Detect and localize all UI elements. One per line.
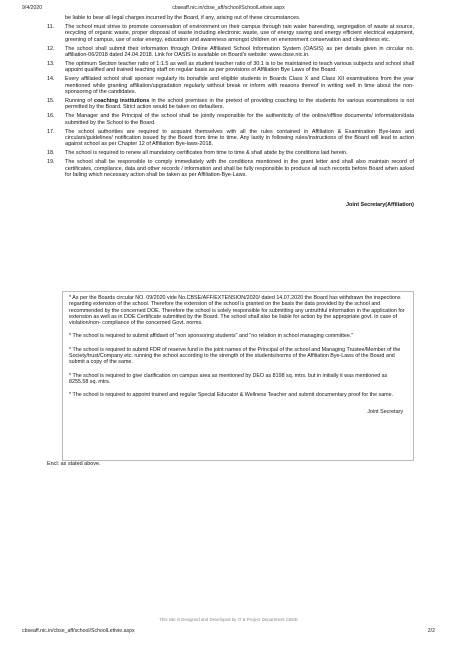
condition-text: [65, 98, 414, 111]
condition-item: [47, 159, 414, 178]
print-header-url: cbseaff.nic.in/cbse_aff/school/SchoolLettvie.aspx: [172, 5, 285, 11]
condition-number: 13.: [47, 60, 55, 67]
condition-text: [65, 159, 414, 178]
footer-url: cbseaff.nic.in/cbse_aff/school/SchoolLettvie.aspx: [22, 628, 135, 634]
condition-text: [65, 150, 414, 156]
condition-number: 16.: [47, 113, 55, 120]
condition-item: [47, 98, 414, 111]
condition-text: [65, 76, 414, 95]
condition-item: [47, 129, 414, 148]
note-paragraph: * As per the Boards circular NO. 09/2020 vide No.CBSE/AFF/EXTENSION/2020/ dated 14.07.2020 the Board has withdrawn the inspections regarding extension of the school. Therefore the extension of the school is granted on the basis the data provided by the school and recommended by the concerned DOE. Therefore the school is solely responsible for submitting any untruthful information in the application for extension as well as in DOE Certificate submitted by the Board. The school shall also be liable for action by the appropriate govt. in case of violation/non- compliance of the concerned Govt. norms.: [69, 295, 405, 327]
condition-text-run: The school must strive to promote conservation of environment on their campus through rain water harvesting, segregation of waste at source, recycling of organic waste, proper disposal of waste including electronic waste, use of energy saving and energy efficient electrical equipment, greening of campus, use of solar energy, education and awareness amongst children on environment conservation and cleanliness etc.: [65, 23, 414, 43]
condition-number: 18.: [47, 150, 55, 157]
conditions-list: [47, 24, 414, 179]
condition-item: [47, 113, 414, 126]
note-paragraph: * The school is required to appoint trained and regular Special Educator & Wellness Teacher and submit documentary proof for the same.: [69, 392, 394, 399]
box-signatory: Joint Secretary: [367, 408, 403, 415]
condition-number: 17.: [47, 128, 55, 135]
note-paragraph: * The school is required to give clarification on campus area as mentioned by DEO as 8198 sq. mtrs. but in initially it was mentioned as 8255.58 sq. mtrs.: [69, 372, 388, 385]
condition-text: [65, 113, 414, 126]
condition-text-run: The school shall submit their information through Online Affiliated School Information System (OASIS) as per details given in circular no. affiliation-06/2018 dated 24.04.2018. Link for OASIS is available on Board’s website: www.cbse.nic.in.: [65, 45, 414, 59]
condition-item: [47, 76, 414, 95]
signatory: Joint Secretary(Affiliation): [346, 202, 414, 209]
enclosure-note: Encl: as stated above.: [47, 461, 101, 467]
condition-text: [65, 129, 414, 148]
notes-list: [69, 295, 407, 399]
note-paragraph: * The school is required to submit FDR of reserve fund in the joint names of the Principal of the school and Managing Trustee/Member of the Society/trust/Company etc. running the school according to the strength of the students/norms of the Affiliation Bye-Laws of the Board and submit a copy of the same.: [69, 346, 401, 366]
condition-item: [47, 150, 414, 156]
condition-item: [47, 46, 414, 59]
letter-body: [47, 15, 414, 209]
lead-paragraph: be liable to bear all legal charges incurred by the Board, if any, arising out of these circumstances.: [65, 15, 301, 21]
condition-text-bold: coaching institutions: [94, 97, 150, 104]
condition-text: [65, 24, 414, 43]
page-number: 2/2: [427, 628, 435, 634]
condition-text-run: The optimum Section teacher ratio of 1:1.5 as well as student teacher ratio of 30:1 is to be maintained to teach various subjects and school shall appoint qualified and trained teaching staff on regular basis as per provisions of Affiliation Bye Laws of the Board.: [65, 60, 414, 74]
condition-text-run: Every affiliated school shall sponsor regularly its bonafide and eligible students in Boards Class X and Class XII examinations from the year mentioned while granting affiliation/upgradation regularly without break or inform with reasons thereof in writing well in time about the non-sponsoring of the candidates.: [65, 76, 414, 96]
condition-text-run: Running of: [65, 97, 95, 104]
condition-number: 14.: [47, 76, 55, 83]
condition-item: [47, 24, 414, 43]
print-date: 9/4/2020: [22, 5, 43, 11]
condition-text-run: in the school premises in the pretext of providing coaching to the students for various examinations is not permitted by the Board. Strict action would be taken on defaulters.: [65, 97, 414, 111]
footer-credit: This site is Designed and Developed by IT & Project Department CBSE: [159, 617, 298, 622]
condition-number: 15.: [47, 97, 55, 104]
condition-number: 12.: [47, 45, 55, 52]
condition-text-run: The school authorities are required to acquaint themselves with all the rules contained in Affiliation & Examination Bye-laws and circulars/guidelines/ notification issued by the Board from time to time. Any laxity in following rules/instructions of the Board will lead to action against school as per Chapter 12 of Affiliation Bye-laws-2018.: [65, 128, 414, 148]
condition-text: [65, 46, 414, 59]
note-paragraph: * The school is required to submit affidavit of "non sponsoring students" and "no relation in school managing committee.": [69, 333, 354, 340]
condition-number: 11.: [47, 23, 55, 30]
notes-box: [62, 291, 414, 461]
condition-text-run: The Manager and the Principal of the school shall be jointly responsible for the authenticity of the online/offline documents/ information/data submitted by the School to the Board.: [65, 113, 414, 126]
condition-text-run: The school shall be responsible to comply immediately with the conditions mentioned in the grant letter and shall also maintain record of certificates, compliance, data and other records / information and shall be fully responsible to produce all such records before Board when asked for failing which necessary action shall be taken as per Affiliation-Bye-Laws.: [65, 159, 414, 179]
condition-text-run: The school is required to renew all mandatory certificates from time to time & shall abide by the conditions laid herein.: [65, 150, 348, 157]
condition-text: [65, 61, 414, 74]
condition-number: 19.: [47, 159, 55, 166]
condition-item: [47, 61, 414, 74]
